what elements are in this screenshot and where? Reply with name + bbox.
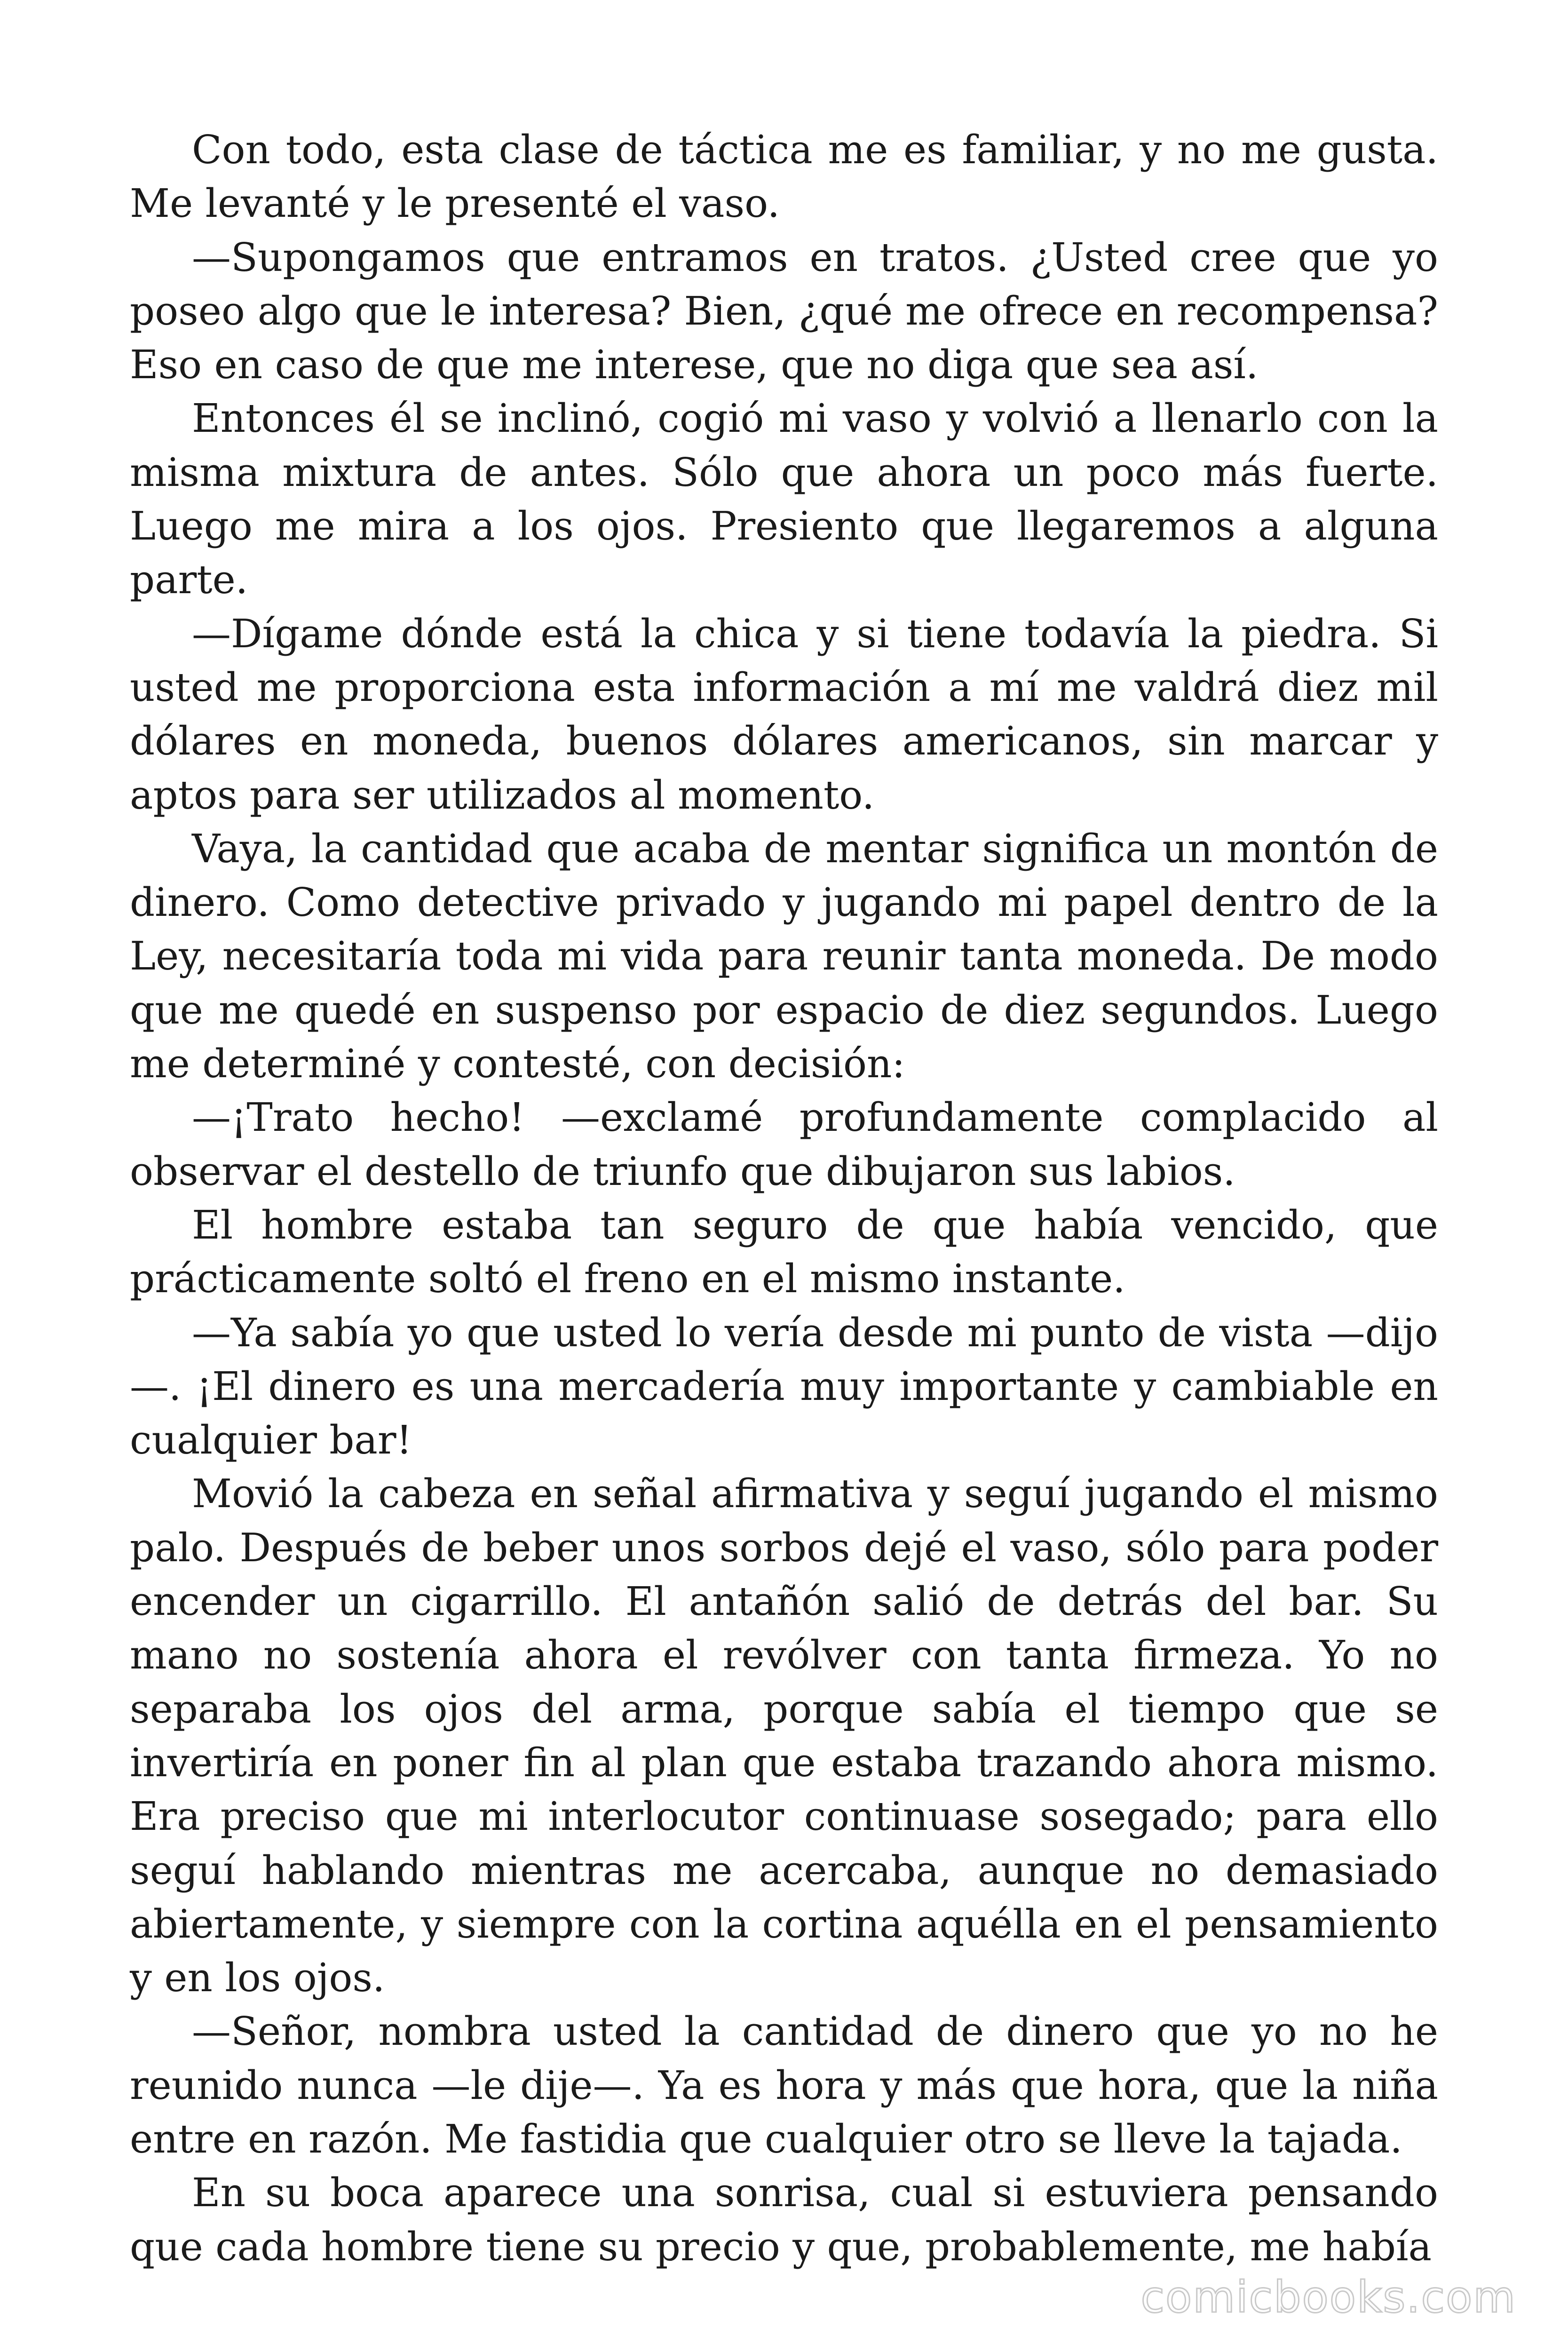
paragraph: Vaya, la cantidad que acaba de mentar significa un montón de dinero. Como detective privado y jugando mi papel dentro de la Ley, necesitaría toda mi vida para reunir tanta moneda. De modo que me quedé en suspenso por espacio de diez segundos. Luego me determiné y contesté, con decisión: <box>130 826 1438 1087</box>
paragraph: —Supongamos que entramos en tratos. ¿Usted cree que yo poseo algo que le interesa? Bien, ¿qué me ofrece en recompensa? Eso en caso de que me interese, que no diga que sea así. <box>130 234 1438 388</box>
body-text <box>130 123 1438 2274</box>
paragraph: Movió la cabeza en señal afirmativa y seguí jugando el mismo palo. Después de beber unos sorbos dejé el vaso, sólo para poder encender un cigarrillo. El antañón salió de detrás del bar. Su mano no sostenía ahora el revólver con tanta firmeza. Yo no separaba los ojos del arma, porque sabía el tiempo que se invertiría en poner fin al plan que estaba trazando ahora mismo. Era preciso que mi interlocutor continuase sosegado; para ello seguí hablando mientras me acercaba, aunque no demasiado abiertamente, y siempre con la cortina aquélla en el pensamiento y en los ojos. <box>130 1471 1438 2001</box>
paragraph: En su boca aparece una sonrisa, cual si estuviera pensando que cada hombre tiene su precio y que, probablemente, me había <box>130 2170 1438 2270</box>
paragraph: —Señor, nombra usted la cantidad de dinero que yo no he reunido nunca —le dije—. Ya es hora y más que hora, que la niña entre en razón. Me fastidia que cualquier otro se lleve la tajada. <box>130 2009 1438 2162</box>
paragraph: —¡Trato hecho! —exclamé profundamente complacido al observar el destello de triunfo que dibujaron sus labios. <box>130 1095 1438 1194</box>
paragraph: El hombre estaba tan seguro de que había vencido, que prácticamente soltó el freno en el mismo instante. <box>130 1202 1438 1302</box>
paragraph: —Dígame dónde está la chica y si tiene todavía la piedra. Si usted me proporciona esta información a mí me valdrá diez mil dólares en moneda, buenos dólares americanos, sin marcar y aptos para ser utilizados al momento. <box>130 611 1438 818</box>
watermark: comicbooks.com <box>1140 2272 1516 2322</box>
paragraph: Entonces él se inclinó, cogió mi vaso y volvió a llenarlo con la misma mixtura de antes. Sólo que ahora un poco más fuerte. Luego me mira a los ojos. Presiento que llegaremos a alguna parte. <box>130 396 1438 603</box>
paragraph: Con todo, esta clase de táctica me es familiar, y no me gusta. Me levanté y le presenté el vaso. <box>130 127 1438 227</box>
paragraph: —Ya sabía yo que usted lo vería desde mi punto de vista —dijo —. ¡El dinero es una mercadería muy importante y cambiable en cualquier bar! <box>130 1310 1438 1463</box>
